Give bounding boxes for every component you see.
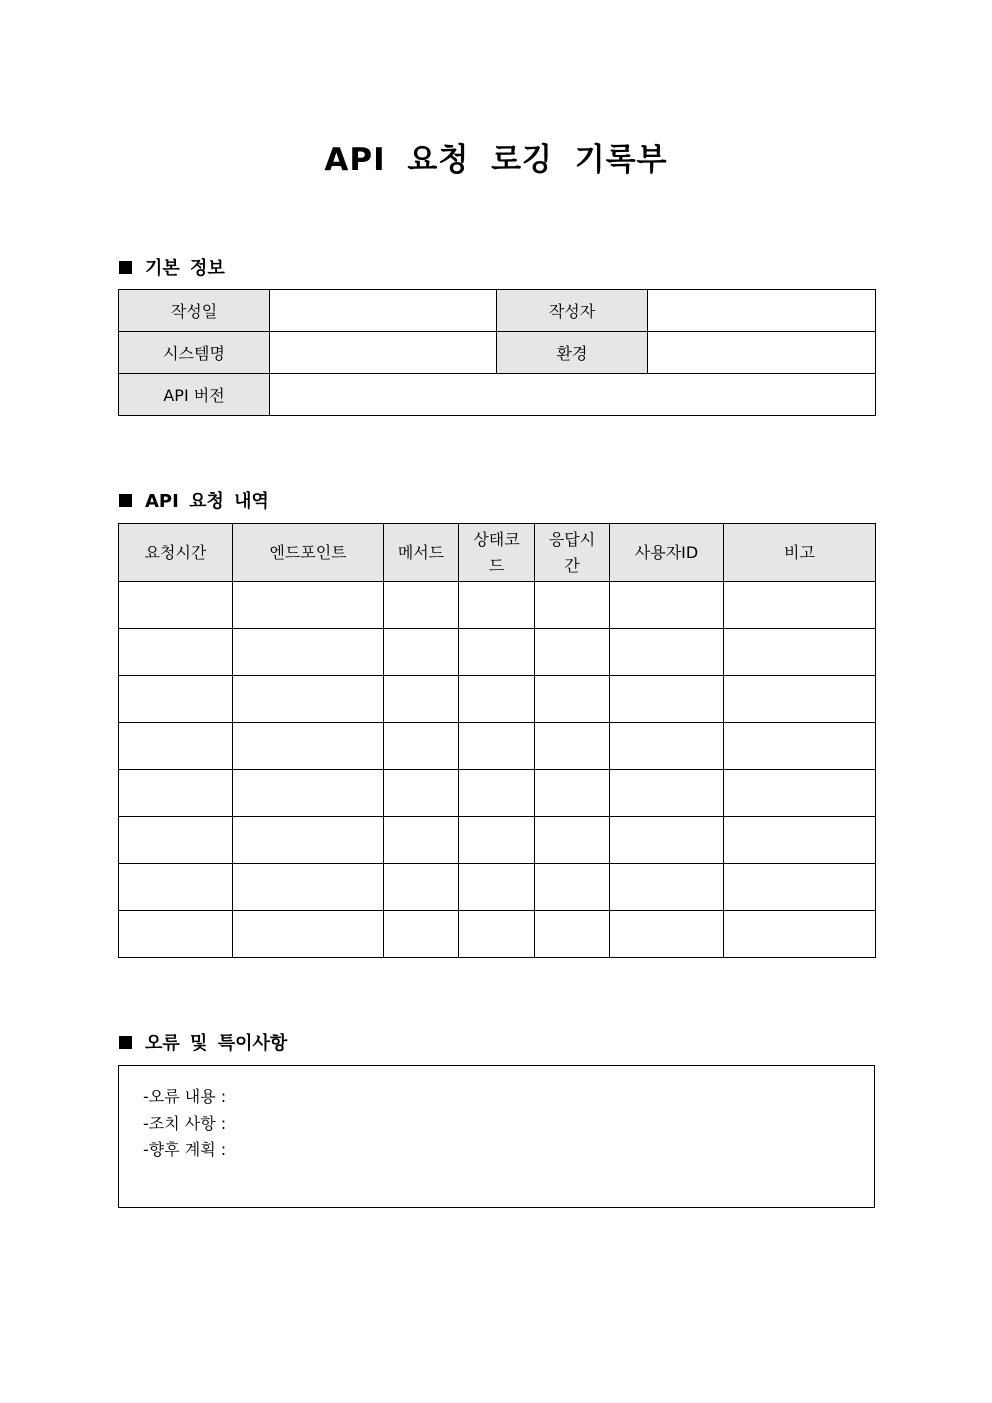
table-cell[interactable] xyxy=(459,629,535,676)
table-cell[interactable] xyxy=(610,676,724,723)
table-cell[interactable] xyxy=(610,582,724,629)
issues-heading-text: 오류 및 특이사항 xyxy=(145,1033,288,1054)
table-cell[interactable] xyxy=(724,770,876,817)
table-cell[interactable] xyxy=(610,911,724,958)
square-bullet-icon xyxy=(119,1036,132,1049)
table-cell[interactable] xyxy=(535,582,610,629)
table-cell[interactable] xyxy=(459,770,535,817)
table-cell[interactable] xyxy=(384,817,459,864)
table-cell[interactable] xyxy=(119,676,233,723)
table-cell[interactable] xyxy=(535,629,610,676)
table-cell[interactable] xyxy=(233,864,384,911)
table-cell[interactable] xyxy=(459,582,535,629)
table-cell[interactable] xyxy=(233,629,384,676)
issues-heading xyxy=(119,1029,287,1055)
table-cell[interactable] xyxy=(724,911,876,958)
table-cell[interactable] xyxy=(610,629,724,676)
column-header: 사용자ID xyxy=(610,524,724,582)
table-row xyxy=(119,817,876,864)
table-cell[interactable] xyxy=(724,723,876,770)
table-cell[interactable] xyxy=(535,911,610,958)
table-cell[interactable] xyxy=(610,864,724,911)
environment-label: 환경 xyxy=(497,332,648,374)
table-cell[interactable] xyxy=(535,817,610,864)
issues-list xyxy=(119,1066,874,1164)
table-cell[interactable] xyxy=(724,864,876,911)
table-cell[interactable] xyxy=(459,817,535,864)
table-cell[interactable] xyxy=(119,817,233,864)
column-header: 메서드 xyxy=(384,524,459,582)
table-row xyxy=(119,911,876,958)
table-cell[interactable] xyxy=(459,864,535,911)
table-row xyxy=(119,770,876,817)
basic-info-heading xyxy=(119,254,225,280)
table-cell[interactable] xyxy=(384,629,459,676)
system-name-field[interactable] xyxy=(270,332,497,374)
table-row xyxy=(119,629,876,676)
table-cell[interactable] xyxy=(384,911,459,958)
column-header: 요청시간 xyxy=(119,524,233,582)
table-cell[interactable] xyxy=(119,723,233,770)
table-cell[interactable] xyxy=(610,723,724,770)
action-taken-line: -조치 사항 : xyxy=(143,1113,227,1133)
table-header-row xyxy=(119,524,876,582)
request-log-heading xyxy=(119,487,269,513)
table-cell[interactable] xyxy=(459,723,535,770)
author-date-label: 작성일 xyxy=(119,290,270,332)
column-header: 응답시 간 xyxy=(535,524,610,582)
table-cell[interactable] xyxy=(535,676,610,723)
table-cell[interactable] xyxy=(384,864,459,911)
api-version-field[interactable] xyxy=(270,374,876,416)
table-cell[interactable] xyxy=(233,817,384,864)
author-date-field[interactable] xyxy=(270,290,497,332)
table-cell[interactable] xyxy=(535,723,610,770)
table-row xyxy=(119,723,876,770)
basic-info-heading-text: 기본 정보 xyxy=(145,258,225,279)
document-title: API 요청 로깅 기록부 xyxy=(324,142,668,178)
table-cell[interactable] xyxy=(119,582,233,629)
table-row xyxy=(119,582,876,629)
request-log-heading-text: API 요청 내역 xyxy=(145,491,269,512)
table-cell[interactable] xyxy=(724,676,876,723)
table-cell[interactable] xyxy=(233,911,384,958)
api-version-label: API 버전 xyxy=(119,374,270,416)
square-bullet-icon xyxy=(119,494,132,507)
table-cell[interactable] xyxy=(233,723,384,770)
error-content-line: -오류 내용 : xyxy=(143,1087,227,1106)
table-cell[interactable] xyxy=(119,911,233,958)
author-label: 작성자 xyxy=(497,290,648,332)
table-cell[interactable] xyxy=(724,582,876,629)
table-cell[interactable] xyxy=(233,770,384,817)
table-cell[interactable] xyxy=(119,770,233,817)
basic-info-table xyxy=(118,289,876,416)
author-field[interactable] xyxy=(648,290,876,332)
info-row xyxy=(119,332,876,374)
issues-notes-box[interactable] xyxy=(118,1065,875,1208)
table-cell[interactable] xyxy=(384,723,459,770)
column-header: 엔드포인트 xyxy=(233,524,384,582)
table-row xyxy=(119,676,876,723)
table-cell[interactable] xyxy=(610,770,724,817)
table-cell[interactable] xyxy=(535,770,610,817)
table-cell[interactable] xyxy=(384,676,459,723)
info-row xyxy=(119,290,876,332)
table-cell[interactable] xyxy=(119,629,233,676)
square-bullet-icon xyxy=(119,261,132,274)
table-cell[interactable] xyxy=(384,582,459,629)
column-header: 상태코 드 xyxy=(459,524,535,582)
table-cell[interactable] xyxy=(724,629,876,676)
info-row xyxy=(119,374,876,416)
table-cell[interactable] xyxy=(535,864,610,911)
table-cell[interactable] xyxy=(724,817,876,864)
request-log-table xyxy=(118,523,876,958)
table-cell[interactable] xyxy=(233,582,384,629)
future-plan-line: -향후 계획 : xyxy=(143,1140,227,1159)
table-cell[interactable] xyxy=(610,817,724,864)
table-cell[interactable] xyxy=(459,911,535,958)
column-header: 비고 xyxy=(724,524,876,582)
table-cell[interactable] xyxy=(384,770,459,817)
table-cell[interactable] xyxy=(233,676,384,723)
system-name-label: 시스템명 xyxy=(119,332,270,374)
table-cell[interactable] xyxy=(119,864,233,911)
table-row xyxy=(119,864,876,911)
table-cell[interactable] xyxy=(459,676,535,723)
environment-field[interactable] xyxy=(648,332,876,374)
